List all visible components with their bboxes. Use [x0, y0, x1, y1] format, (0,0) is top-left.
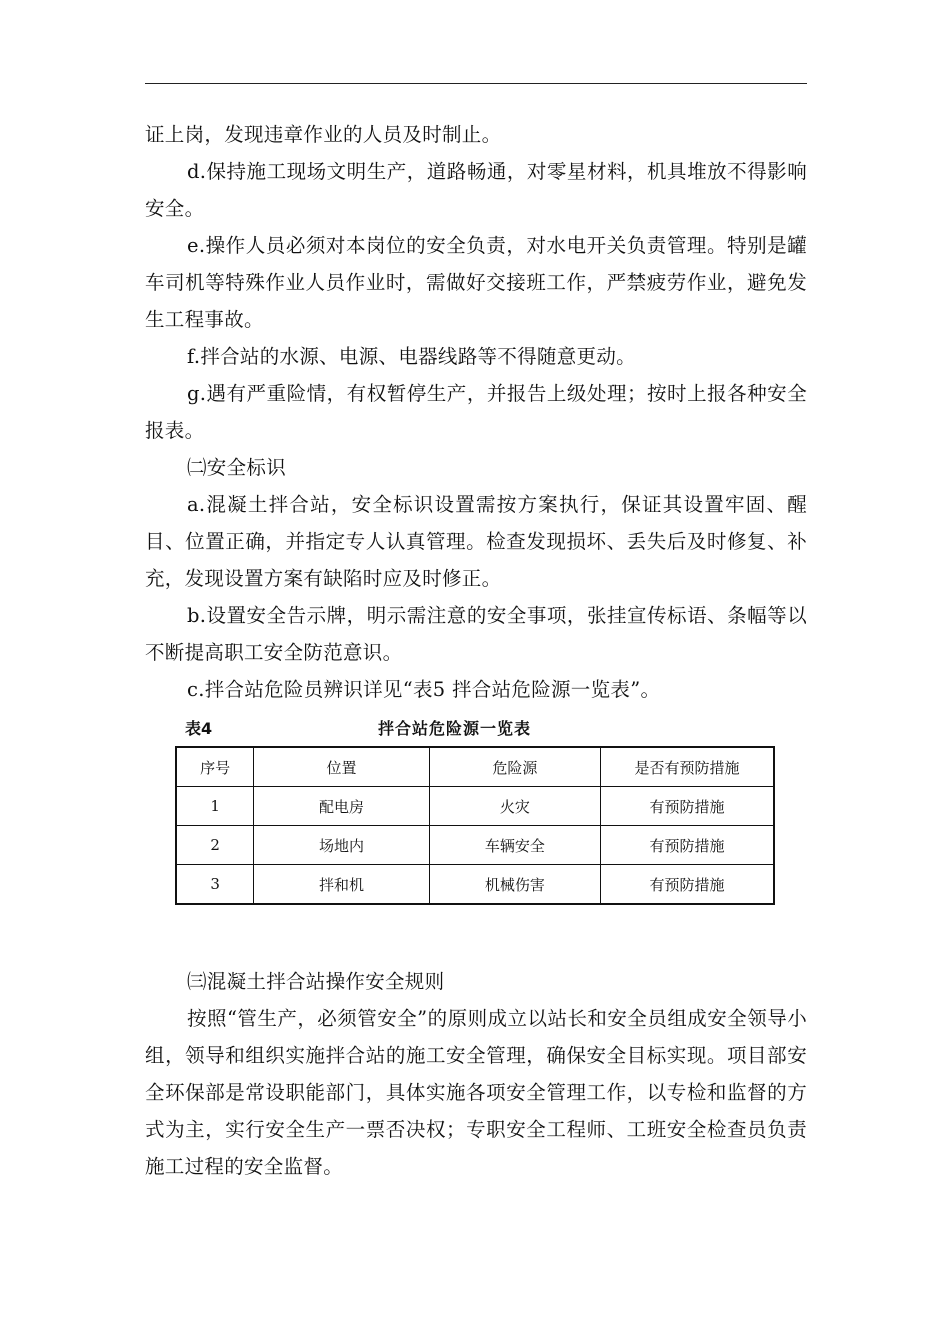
cell-hazard: 机械伤害 — [429, 865, 600, 905]
paragraph: g.遇有严重险情，有权暂停生产，并报告上级处理；按时上报各种安全报表。 — [145, 382, 807, 442]
table-row — [176, 826, 774, 865]
header-index: 序号 — [176, 747, 254, 787]
paragraph: d.保持施工现场文明生产，道路畅通，对零星材料，机具堆放不得影响安全。 — [145, 160, 807, 220]
paragraph: e.操作人员必须对本岗位的安全负责，对水电开关负责管理。特别是罐车司机等特殊作业人员作业时，需做好交接班工作，严禁疲劳作业，避免发生工程事故。 — [145, 234, 807, 331]
cell-index: 1 — [176, 787, 254, 826]
section-spacer — [145, 905, 807, 963]
header-prevention: 是否有预防措施 — [601, 747, 774, 787]
paragraphs-before-table — [145, 116, 807, 708]
cell-hazard: 火灾 — [429, 787, 600, 826]
paragraphs-after-table — [145, 963, 807, 1185]
hazard-table — [175, 746, 775, 905]
header-hazard: 危险源 — [429, 747, 600, 787]
cell-index: 3 — [176, 865, 254, 905]
paragraph: b.设置安全告示牌，明示需注意的安全事项，张挂宣传标语、条幅等以不断提高职工安全防范意识。 — [145, 604, 807, 664]
table-header-row — [176, 747, 774, 787]
paragraph: a.混凝土拌合站，安全标识设置需按方案执行，保证其设置牢固、醒目、位置正确，并指定专人认真管理。检查发现损坏、丢失后及时修复、补充，发现设置方案有缺陷时应及时修正。 — [145, 493, 807, 590]
cell-prevention: 有预防措施 — [601, 787, 774, 826]
table-caption-title: 拌合站危险源一览表 — [378, 719, 532, 738]
document-body — [145, 116, 807, 1185]
table-row — [176, 865, 774, 905]
paragraph: c.拌合站危险员辨识详见“表5 拌合站危险源一览表”。 — [187, 678, 661, 701]
header-location: 位置 — [254, 747, 429, 787]
cell-prevention: 有预防措施 — [601, 865, 774, 905]
table-caption — [145, 708, 807, 746]
table-row — [176, 787, 774, 826]
cell-hazard: 车辆安全 — [429, 826, 600, 865]
paragraph: ㈡安全标识 — [187, 456, 287, 479]
paragraph: 按照“管生产，必须管安全”的原则成立以站长和安全员组成安全领导小组，领导和组织实施拌合站的施工安全管理，确保安全目标实现。项目部安全环保部是常设职能部门，具体实施各项安全管理工作，以专检和监督的方式为主，实行安全生产一票否决权；专职安全工程师、工班安全检查员负责施工过程的安全监督。 — [145, 1007, 807, 1178]
table-caption-number: 表4 — [185, 719, 213, 738]
paragraph: ㈢混凝土拌合站操作安全规则 — [187, 970, 445, 993]
cell-location: 配电房 — [254, 787, 429, 826]
paragraph: f.拌合站的水源、电源、电器线路等不得随意更动。 — [187, 345, 636, 368]
paragraph: 证上岗，发现违章作业的人员及时制止。 — [145, 123, 502, 146]
header-rule — [145, 83, 807, 84]
cell-location: 场地内 — [254, 826, 429, 865]
cell-location: 拌和机 — [254, 865, 429, 905]
cell-prevention: 有预防措施 — [601, 826, 774, 865]
cell-index: 2 — [176, 826, 254, 865]
